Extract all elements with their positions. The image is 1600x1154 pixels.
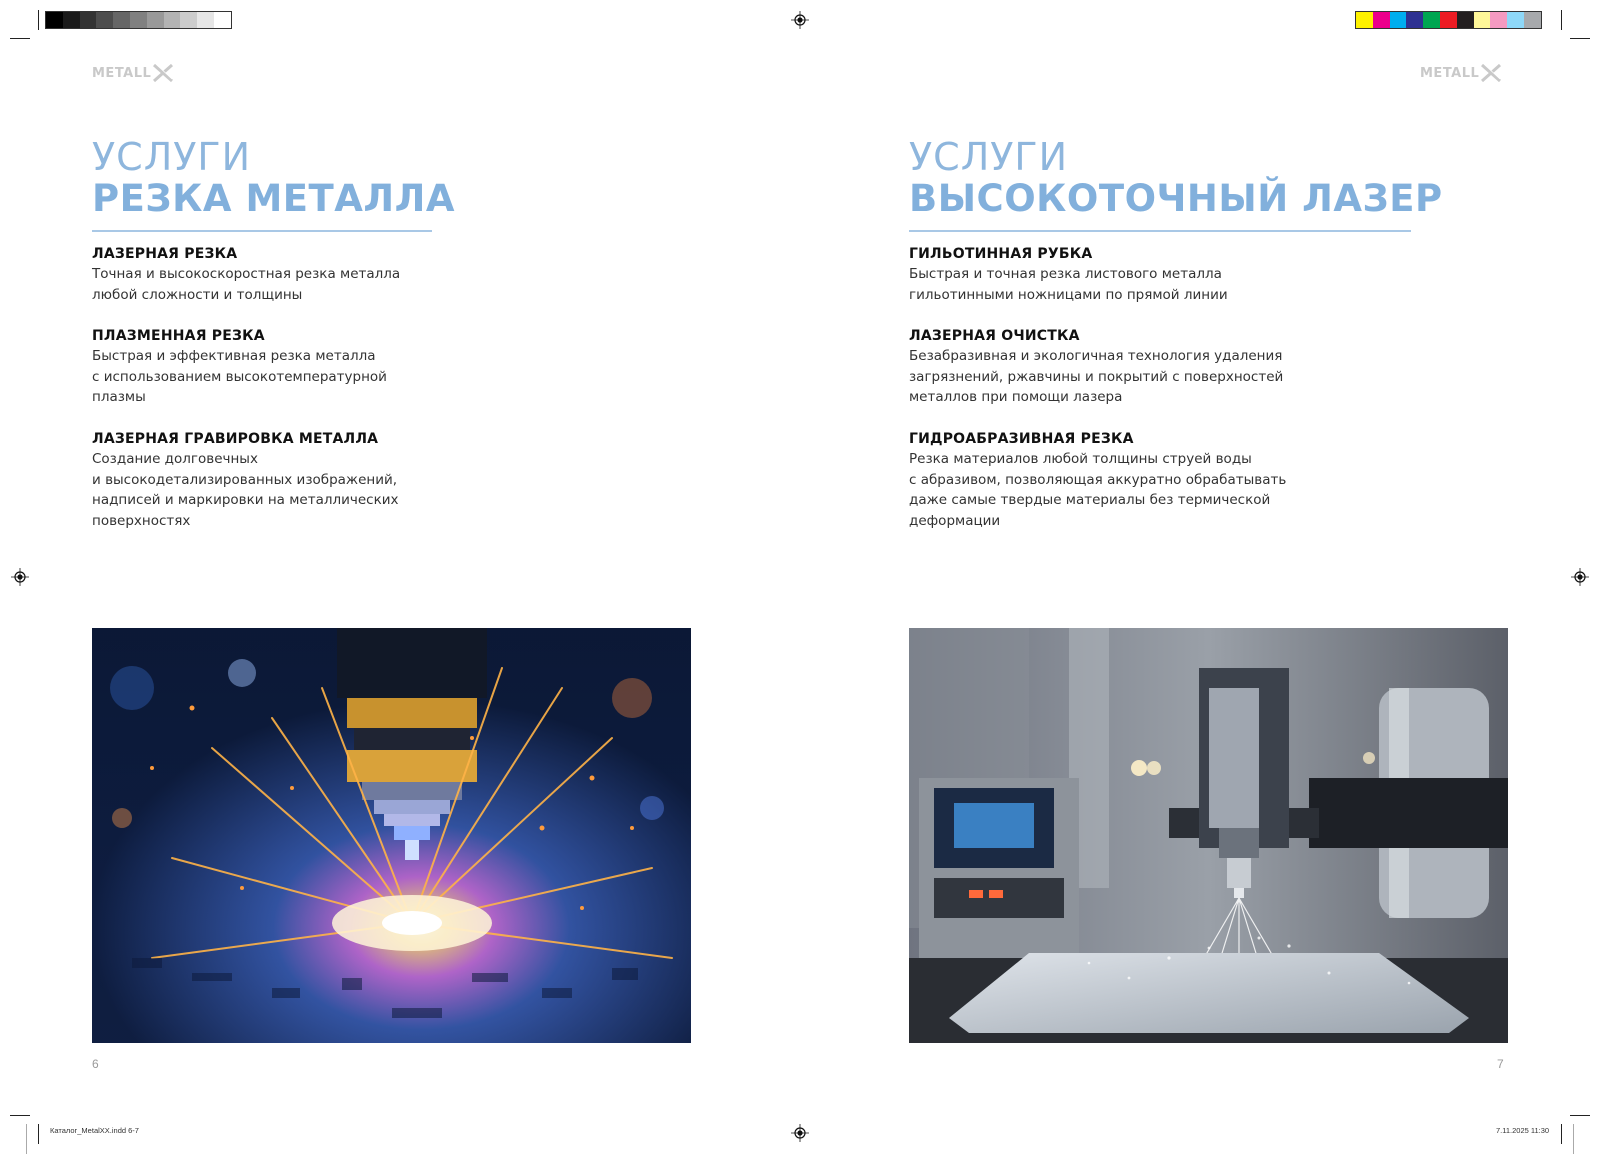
service-title: ЛАЗЕРНАЯ РЕЗКА: [92, 246, 238, 262]
laser-cutting-photo: [92, 628, 691, 1043]
crop-mark: [26, 1124, 27, 1154]
color-swatch: [1507, 12, 1524, 28]
logo-text: METALL: [1420, 65, 1480, 81]
gray-swatch: [113, 12, 130, 28]
gray-swatch: [96, 12, 113, 28]
service-title: ЛАЗЕРНАЯ ОЧИСТКА: [909, 328, 1080, 344]
crop-mark: [1570, 1115, 1590, 1116]
service-item: [909, 244, 1349, 305]
gray-scale-bar: [45, 11, 232, 29]
gray-swatch: [80, 12, 97, 28]
page-title: ВЫСОКОТОЧНЫЙ ЛАЗЕР: [909, 177, 1443, 220]
logo-x-icon: [1481, 64, 1501, 82]
crop-mark: [38, 10, 39, 30]
page-title: РЕЗКА МЕТАЛЛА: [92, 177, 456, 220]
gray-swatch: [130, 12, 147, 28]
logo: [92, 64, 173, 82]
service-item: [909, 429, 1349, 531]
title-underline: [909, 230, 1411, 232]
section-kicker: УСЛУГИ: [92, 135, 252, 179]
service-description: Точная и высокоскоростная резка металла любой сложности и толщины: [92, 266, 401, 303]
color-swatch: [1423, 12, 1440, 28]
gray-swatch: [164, 12, 181, 28]
gray-swatch: [147, 12, 164, 28]
service-description: Резка материалов любой толщины струей воды с абразивом, позволяющая аккуратно обрабатывать даже самые твердые материалы без термической деформации: [909, 451, 1287, 529]
color-swatch: [1474, 12, 1491, 28]
logo-text: METALL: [92, 65, 152, 81]
gray-swatch: [214, 12, 231, 28]
crop-mark: [10, 1115, 30, 1116]
color-swatch: [1440, 12, 1457, 28]
gray-swatch: [46, 12, 63, 28]
service-description: Создание долговечных и высокодетализированных изображений, надписей и маркировки на металлических поверхностях: [92, 451, 399, 529]
gray-swatch: [197, 12, 214, 28]
logo-x-icon: [153, 64, 173, 82]
service-item: [92, 326, 512, 408]
slug-file-info: Каталог_MetalXX.indd 6-7: [50, 1126, 139, 1135]
service-item: [909, 326, 1349, 408]
slug-datetime: 7.11.2025 11:30: [1496, 1126, 1550, 1135]
color-swatch: [1373, 12, 1390, 28]
color-swatch: [1490, 12, 1507, 28]
crop-mark: [38, 1124, 39, 1144]
crop-mark: [1561, 10, 1562, 30]
service-description: Быстрая и точная резка листового металла гильотинными ножницами по прямой линии: [909, 266, 1228, 303]
service-title: ЛАЗЕРНАЯ ГРАВИРОВКА МЕТАЛЛА: [92, 431, 379, 447]
color-control-bar: [1355, 11, 1542, 29]
color-swatch: [1406, 12, 1423, 28]
crop-mark: [1561, 1124, 1562, 1144]
waterjet-machine-photo: [909, 628, 1508, 1043]
registration-mark-icon: [791, 11, 809, 29]
service-title: ГИЛЬОТИННАЯ РУБКА: [909, 246, 1093, 262]
crop-mark: [1570, 38, 1590, 39]
color-swatch: [1356, 12, 1373, 28]
service-description: Быстрая и эффективная резка металла с использованием высокотемпературной плазмы: [92, 348, 387, 405]
registration-mark-icon: [1571, 568, 1589, 586]
gray-swatch: [180, 12, 197, 28]
color-swatch: [1524, 12, 1541, 28]
crop-mark: [1573, 1124, 1574, 1154]
registration-mark-icon: [11, 568, 29, 586]
page-number: 7: [1497, 1057, 1504, 1071]
title-underline: [92, 230, 432, 232]
logo: [1420, 64, 1501, 82]
service-title: ПЛАЗМЕННАЯ РЕЗКА: [92, 328, 265, 344]
crop-mark: [10, 38, 30, 39]
service-item: [92, 429, 512, 531]
color-swatch: [1390, 12, 1407, 28]
page-number: 6: [92, 1057, 99, 1071]
service-description: Безабразивная и экологичная технология удаления загрязнений, ржавчины и покрытий с поверхностей металлов при помощи лазера: [909, 348, 1284, 405]
registration-mark-icon: [791, 1124, 809, 1142]
service-item: [92, 244, 512, 305]
section-kicker: УСЛУГИ: [909, 135, 1069, 179]
color-swatch: [1457, 12, 1474, 28]
service-title: ГИДРОАБРАЗИВНАЯ РЕЗКА: [909, 431, 1134, 447]
gray-swatch: [63, 12, 80, 28]
